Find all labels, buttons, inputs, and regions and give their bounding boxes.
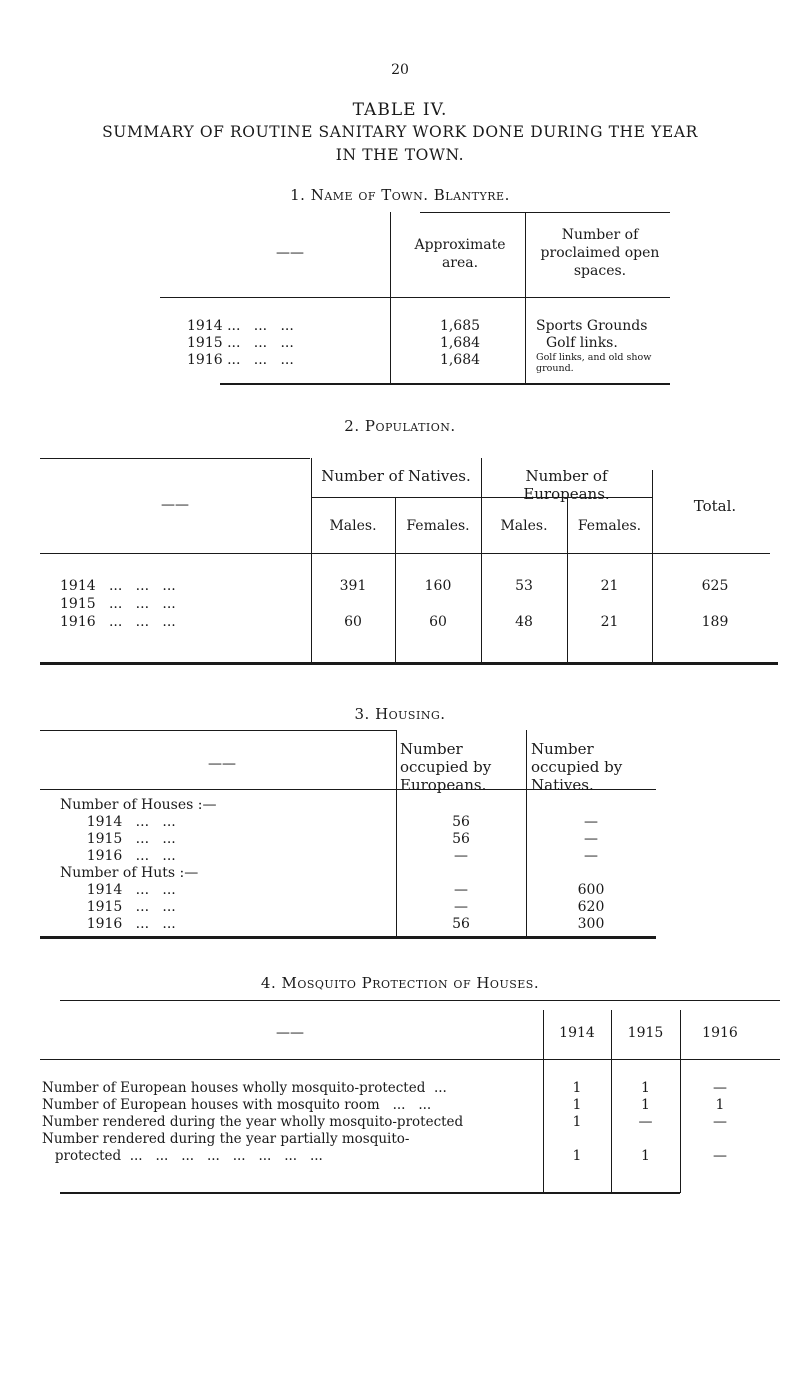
col-open-spaces: Number of proclaimed open spaces.	[540, 227, 660, 279]
mosquito-value: 1	[572, 1097, 582, 1113]
mosquito-value: 1	[641, 1080, 650, 1096]
mosquito-row-label: Number rendered during the year partially mosquito-	[42, 1131, 410, 1147]
col-total: Total.	[693, 497, 737, 515]
mosquito-row-label: Number of European houses with mosquito room ... ...	[42, 1097, 432, 1113]
mosquito-row-label: Number of European houses wholly mosquito-protected ...	[42, 1080, 447, 1096]
col-1915: 1915	[627, 1025, 664, 1041]
pop-year-1915: 1915 ... ... ...	[60, 596, 176, 612]
nat-value: —	[584, 831, 598, 847]
eur-value: 56	[452, 831, 470, 847]
section4-title: 4. Mosquito Protection of Houses.	[260, 974, 540, 992]
mosquito-value: —	[713, 1114, 727, 1130]
houses-1914: 1914 ... ...	[60, 814, 176, 830]
pop-year-1916: 1916 ... ... ...	[60, 614, 176, 630]
houses-1916: 1916 ... ...	[60, 848, 176, 864]
huts-1914: 1914 ... ...	[60, 882, 176, 898]
nat-value	[526, 865, 656, 882]
nat-value: —	[584, 848, 598, 864]
eur-value: —	[454, 882, 468, 898]
mosquito-value	[680, 1131, 760, 1148]
nm-1916: 60	[344, 614, 362, 630]
ef-1915	[567, 595, 652, 613]
table-number: TABLE IV.	[352, 100, 448, 120]
area-1915: 1,684	[439, 335, 481, 351]
section1-blank-header: ——	[276, 245, 304, 261]
mosquito-value: —	[713, 1148, 727, 1164]
mosquito-value: 1	[715, 1097, 725, 1113]
section1-year-1915: 1915 ... ... ...	[187, 335, 294, 351]
section4-blank-header: ——	[276, 1025, 304, 1041]
section1-years	[187, 318, 387, 369]
col-1914: 1914	[559, 1025, 595, 1041]
col-native-males: Males.	[329, 518, 377, 534]
heading-line-2: IN THE TOWN.	[335, 146, 465, 164]
section1-title: 1. Name of Town. Blantyre.	[290, 186, 510, 204]
ef-1916: 21	[600, 614, 619, 630]
section1-year-1916: 1916 ... ... ...	[187, 352, 294, 368]
section3-blank-header: ——	[208, 756, 236, 772]
section1-year-1914: 1914 ... ... ...	[187, 318, 294, 334]
area-1916: 1,684	[439, 352, 481, 368]
section3-natives-values	[526, 797, 656, 933]
col-occupied-europeans: Number occupied by Europeans.	[400, 740, 492, 794]
section2-title: 2. Population.	[344, 417, 456, 435]
mosquito-row-label: Number rendered during the year wholly mosquito-protected	[42, 1114, 464, 1130]
mosquito-value: 1	[641, 1097, 650, 1113]
em-1915	[481, 595, 567, 613]
col-1916: 1916	[702, 1025, 738, 1041]
nat-value: —	[584, 814, 598, 830]
em-1916: 48	[515, 614, 533, 630]
mosquito-value: 1	[572, 1080, 582, 1096]
section3-labels	[60, 797, 396, 933]
total-1914: 625	[701, 578, 729, 594]
eur-value	[396, 865, 526, 882]
eur-value: —	[454, 848, 468, 864]
mosquito-value	[543, 1131, 611, 1148]
houses-heading: Number of Houses :—	[60, 797, 217, 813]
eur-value	[396, 797, 526, 814]
huts-heading: Number of Huts :—	[60, 865, 199, 881]
eur-value: 56	[452, 814, 470, 830]
area-1914: 1,685	[439, 318, 481, 334]
total-1915	[652, 595, 778, 613]
mosquito-value: —	[713, 1080, 727, 1096]
em-1914: 53	[515, 578, 533, 594]
nf-1914: 160	[424, 578, 452, 594]
section4-labels	[42, 1080, 542, 1165]
native-females-values	[395, 577, 481, 631]
mosquito-value: 1	[572, 1148, 582, 1164]
col-approx-area: Approximate area.	[414, 237, 506, 271]
native-males-values	[311, 577, 395, 631]
european-males-values	[481, 577, 567, 631]
section1-areas	[410, 318, 510, 369]
nat-value	[526, 797, 656, 814]
section4-1915-values	[611, 1080, 680, 1165]
nat-value: 620	[577, 899, 605, 915]
col-european-females: Females.	[577, 518, 642, 534]
col-native-females: Females.	[406, 518, 470, 534]
nat-value: 300	[577, 916, 605, 932]
nf-1916: 60	[429, 614, 447, 630]
col-occupied-natives: Number occupied by Natives.	[531, 740, 623, 794]
section1-spaces	[536, 318, 676, 374]
houses-1915: 1915 ... ...	[60, 831, 176, 847]
eur-value: 56	[452, 916, 470, 932]
eur-value: —	[454, 899, 468, 915]
spaces-1914: Sports Grounds	[536, 318, 648, 334]
total-values	[652, 577, 778, 631]
total-1916: 189	[701, 614, 729, 630]
huts-1916: 1916 ... ...	[60, 916, 176, 932]
spaces-1916: Golf links, and old show ground.	[536, 352, 652, 374]
mosquito-row-label: protected ... ... ... ... ... ... ... ...	[42, 1148, 323, 1164]
nat-value: 600	[577, 882, 605, 898]
mosquito-value: —	[638, 1114, 653, 1130]
col-europeans: Number of Europeans.	[523, 467, 610, 503]
mosquito-value: 1	[641, 1148, 650, 1164]
col-natives: Number of Natives.	[321, 467, 471, 485]
huts-1915: 1915 ... ...	[60, 899, 176, 915]
european-females-values	[567, 577, 652, 631]
section3-title: 3. Housing.	[354, 705, 446, 723]
section3-europeans-values	[396, 797, 526, 933]
ef-1914: 21	[600, 578, 619, 594]
section4-1916-values	[680, 1080, 760, 1165]
nf-1915	[395, 595, 481, 613]
nm-1914: 391	[339, 578, 367, 594]
mosquito-value	[611, 1131, 680, 1148]
section2-blank-header: ——	[161, 497, 189, 513]
mosquito-value: 1	[572, 1114, 582, 1130]
col-european-males: Males.	[500, 518, 548, 534]
page-number: 20	[391, 62, 409, 78]
heading-line-1: SUMMARY OF ROUTINE SANITARY WORK DONE DURING THE YEAR	[102, 123, 698, 141]
section2-years	[60, 577, 310, 631]
nm-1915	[311, 595, 395, 613]
section4-1914-values	[543, 1080, 611, 1165]
pop-year-1914: 1914 ... ... ...	[60, 578, 176, 594]
spaces-1915: Golf links.	[546, 335, 618, 351]
